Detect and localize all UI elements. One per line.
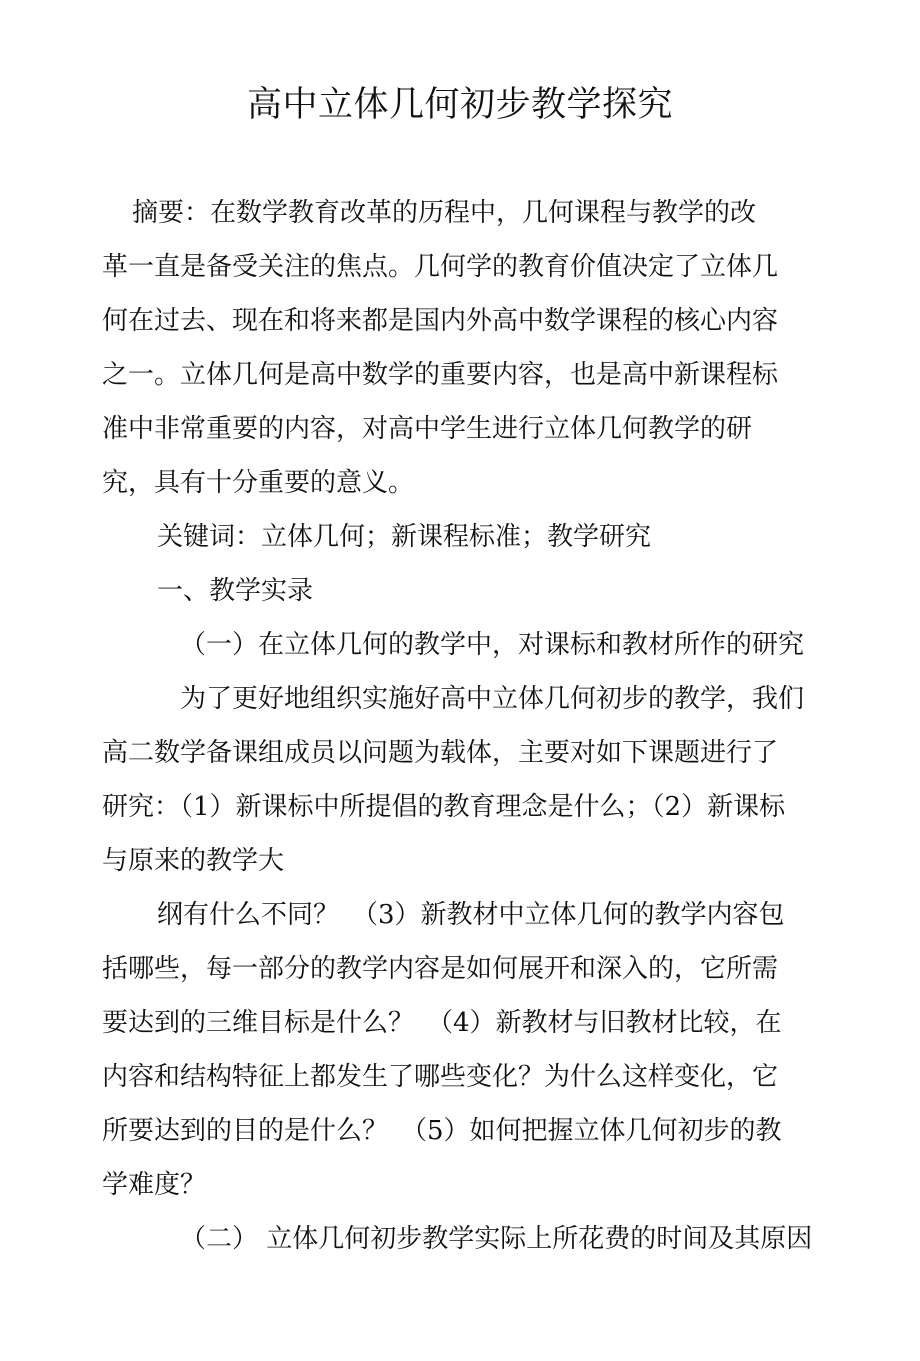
abstract-line-6: 究，具有十分重要的意义。 <box>102 468 415 498</box>
paragraph-line-2: 高二数学备课组成员以问题为载体，主要对如下课题进行了 <box>102 738 779 768</box>
paragraph-line-6: 括哪些，每一部分的教学内容是如何展开和深入的，它所需 <box>102 954 779 984</box>
document-title: 高中立体几何初步教学探究 <box>246 85 673 125</box>
subsection-heading-2: （二） 立体几何初步教学实际上所花费的时间及其原因 <box>180 1224 813 1254</box>
abstract-line-5: 准中非常重要的内容，对高中学生进行立体几何教学的研 <box>102 414 753 444</box>
abstract-line-3: 何在过去、现在和将来都是国内外高中数学课程的核心内容 <box>102 306 779 336</box>
paragraph-line-7: 要达到的三维目标是什么？ （4）新教材与旧教材比较，在 <box>102 1008 782 1038</box>
subsection-heading-1: （一）在立体几何的教学中，对课标和教材所作的研究 <box>180 630 805 660</box>
abstract-line-4: 之一。立体几何是高中数学的重要内容，也是高中新课程标 <box>102 360 779 390</box>
paragraph-line-8: 内容和结构特征上都发生了哪些变化？为什么这样变化，它 <box>102 1062 779 1092</box>
paragraph-line-9: 所要达到的目的是什么？ （5）如何把握立体几何初步的教 <box>102 1116 782 1146</box>
keywords-line: 关键词：立体几何；新课程标准；教学研究 <box>157 522 652 552</box>
paragraph-line-1: 为了更好地组织实施好高中立体几何初步的教学，我们 <box>180 684 805 714</box>
paragraph-line-5: 纲有什么不同？ （3）新教材中立体几何的教学内容包 <box>157 900 785 930</box>
paragraph-line-4: 与原来的教学大 <box>102 846 285 876</box>
abstract-line-2: 革一直是备受关注的焦点。几何学的教育价值决定了立体几 <box>102 252 779 282</box>
section-heading-1: 一、教学实录 <box>157 576 314 606</box>
paragraph-line-10: 学难度？ <box>102 1170 207 1200</box>
paragraph-line-3: 研究：（1）新课标中所提倡的教育理念是什么；（2）新课标 <box>102 792 786 822</box>
abstract-line-1: 摘要：在数学教育改革的历程中，几何课程与教学的改 <box>132 198 757 228</box>
